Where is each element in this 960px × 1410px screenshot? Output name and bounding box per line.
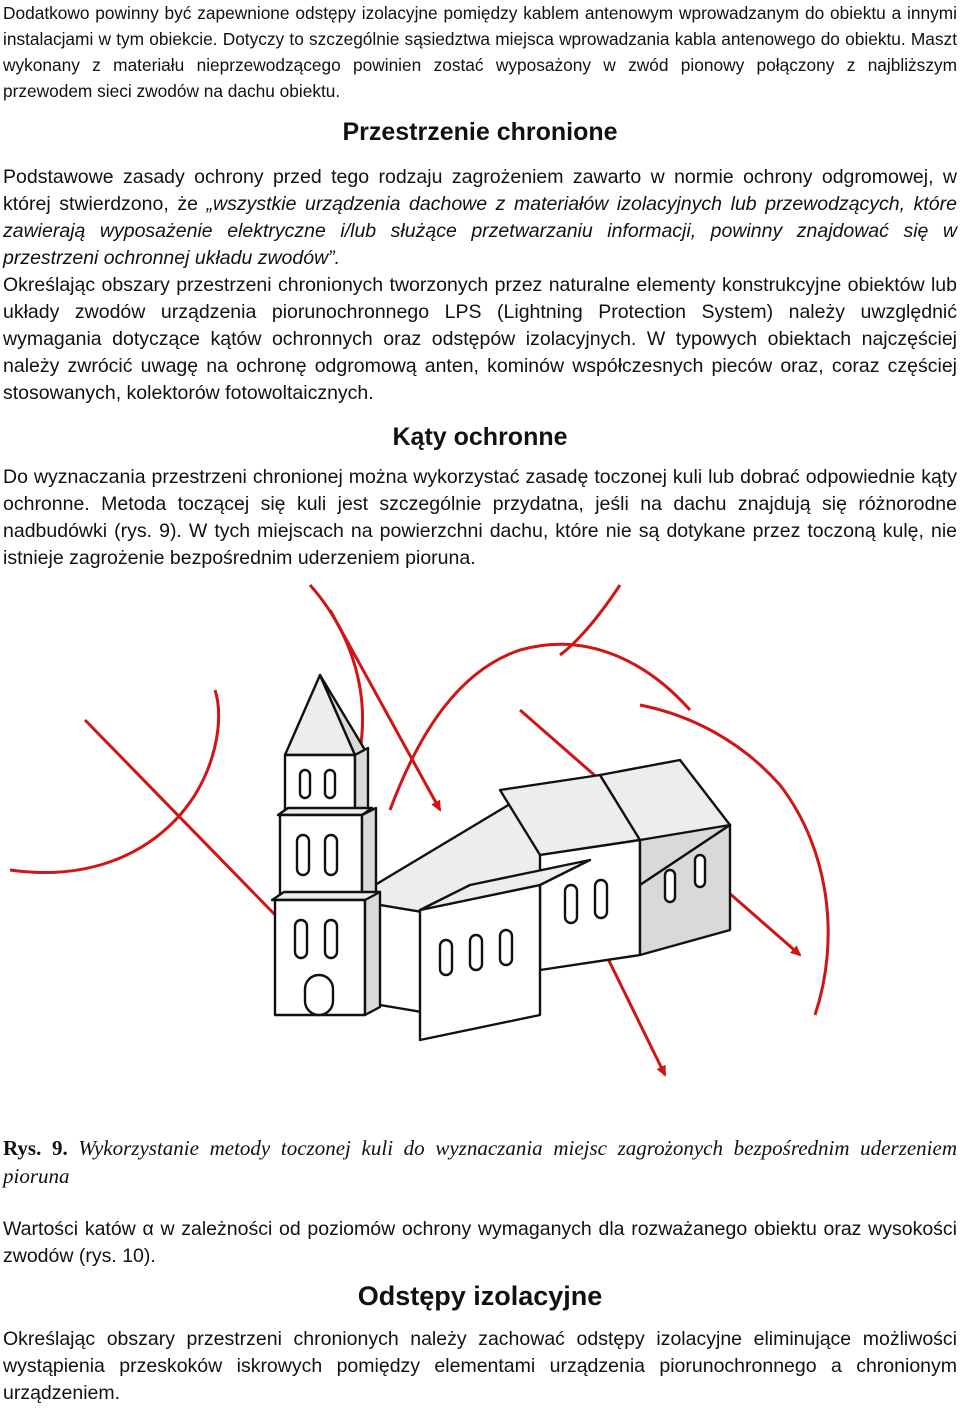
- tower-window-6: [325, 920, 337, 958]
- window-3: [500, 930, 512, 965]
- arrow-1: [85, 720, 285, 925]
- heading-protected-space: Przestrzenie chronione: [342, 118, 618, 146]
- tower-upper-side: [355, 748, 368, 815]
- window-4: [565, 885, 577, 923]
- sphere-arc-left: [10, 690, 219, 873]
- window-7: [695, 855, 705, 887]
- tower-middle-side: [362, 808, 376, 900]
- heading-protection-angles: Kąty ochronne: [392, 423, 568, 451]
- tower-upper: [285, 755, 355, 815]
- tower-window-4: [325, 835, 337, 875]
- church-building: [350, 760, 730, 1040]
- figure-caption-text: Wykorzystanie metody toczonej kuli do wyznaczania miejsc zagrożonych bezpośrednim uderzeniem pioruna: [3, 1136, 957, 1188]
- window-6: [665, 870, 675, 902]
- figure-label: Rys. 9.: [3, 1136, 68, 1160]
- heading-insulation-gaps: Odstępy izolacyjne: [357, 1281, 603, 1311]
- gaps-paragraph: Określając obszary przestrzeni chronionych należy zachować odstępy izolacyjne eliminujące możliwości wystąpienia przeskoków iskrowych pomiędzy elementami urządzenia piorunochronnego a chronionym urządzeniem.: [3, 1328, 957, 1404]
- tower-window-5: [295, 920, 307, 958]
- window-1: [440, 940, 452, 975]
- alpha-paragraph: Wartości katów α w zależności od poziomów ochrony wymaganych dla rozważanego obiektu oraz wysokości zwodów (rys. 10).: [3, 1218, 957, 1267]
- angles-paragraph: Do wyznaczania przestrzeni chronionej można wykorzystać zasadę toczonej kuli lub dobrać odpowiednie kąty ochronne. Metoda toczącej się kuli jest szczególnie przydatna, jeśli na dachu znajdują się różnorodne nadbudówki (rys. 9). W tych miejscach na powierzchni dachu, które nie są dotykane przez toczoną kulę, nie istnieje zagrożenie bezpośrednim uderzeniem pioruna.: [3, 466, 957, 569]
- norm-paragraph: [3, 164, 957, 272]
- figure-caption: [3, 1134, 957, 1190]
- zones-paragraph: Określając obszary przestrzeni chronionych tworzonych przez naturalne elementy konstrukcyjne obiektów lub układy zwodów urządzenia piorunochronnego LPS (Lightning Protection System) należy uwzględnić wymagania dotyczące kątów ochronnych oraz odstępów izolacyjnych. W typowych obiektach najczęściej należy zwrócić uwagę na ochronę odgromową anten, kominów współczesnych pieców oraz, coraz częściej stosowanych, kolektorów fotowoltaicznych.: [3, 274, 957, 404]
- window-5: [595, 880, 607, 918]
- tower-middle: [280, 815, 362, 900]
- rolling-sphere-figure: [0, 580, 960, 1110]
- tower-window-2: [325, 770, 335, 798]
- tower-window-3: [297, 835, 309, 875]
- intro-paragraph: Dodatkowo powinny być zapewnione odstępy izolacyjne pomiędzy kablem antenowym wprowadzanym do obiektu a innymi instalacjami w tym obiekcie. Dotyczy to szczególnie sąsiedztwa miejsca wprowadzania kabla antenowego do obiektu. Maszt wykonany z materiału nieprzewodzącego powinien zostać wyposażony w zwód pionowy połączony z najbliższym przewodem sieci zwodów na dachu obiektu.: [3, 3, 957, 101]
- tower-lower-side: [365, 892, 380, 1015]
- norm-paragraph-text: Podstawowe zasady ochrony przed tego rodzaju zagrożeniem zawarto w normie ochrony odgromowej, w której stwierdzono, że: [3, 166, 957, 215]
- tower-door: [305, 975, 333, 1015]
- norm-quote: „wszystkie urządzenia dachowe z materiałów izolacyjnych lub przewodzących, które zawierają wyposażenie elektryczne i/lub służące przetwarzaniu informacji, powinny znajdować się w przestrzeni ochronnej układu zwodów”.: [3, 193, 957, 269]
- tower-window-1: [300, 770, 310, 798]
- window-2: [470, 935, 482, 970]
